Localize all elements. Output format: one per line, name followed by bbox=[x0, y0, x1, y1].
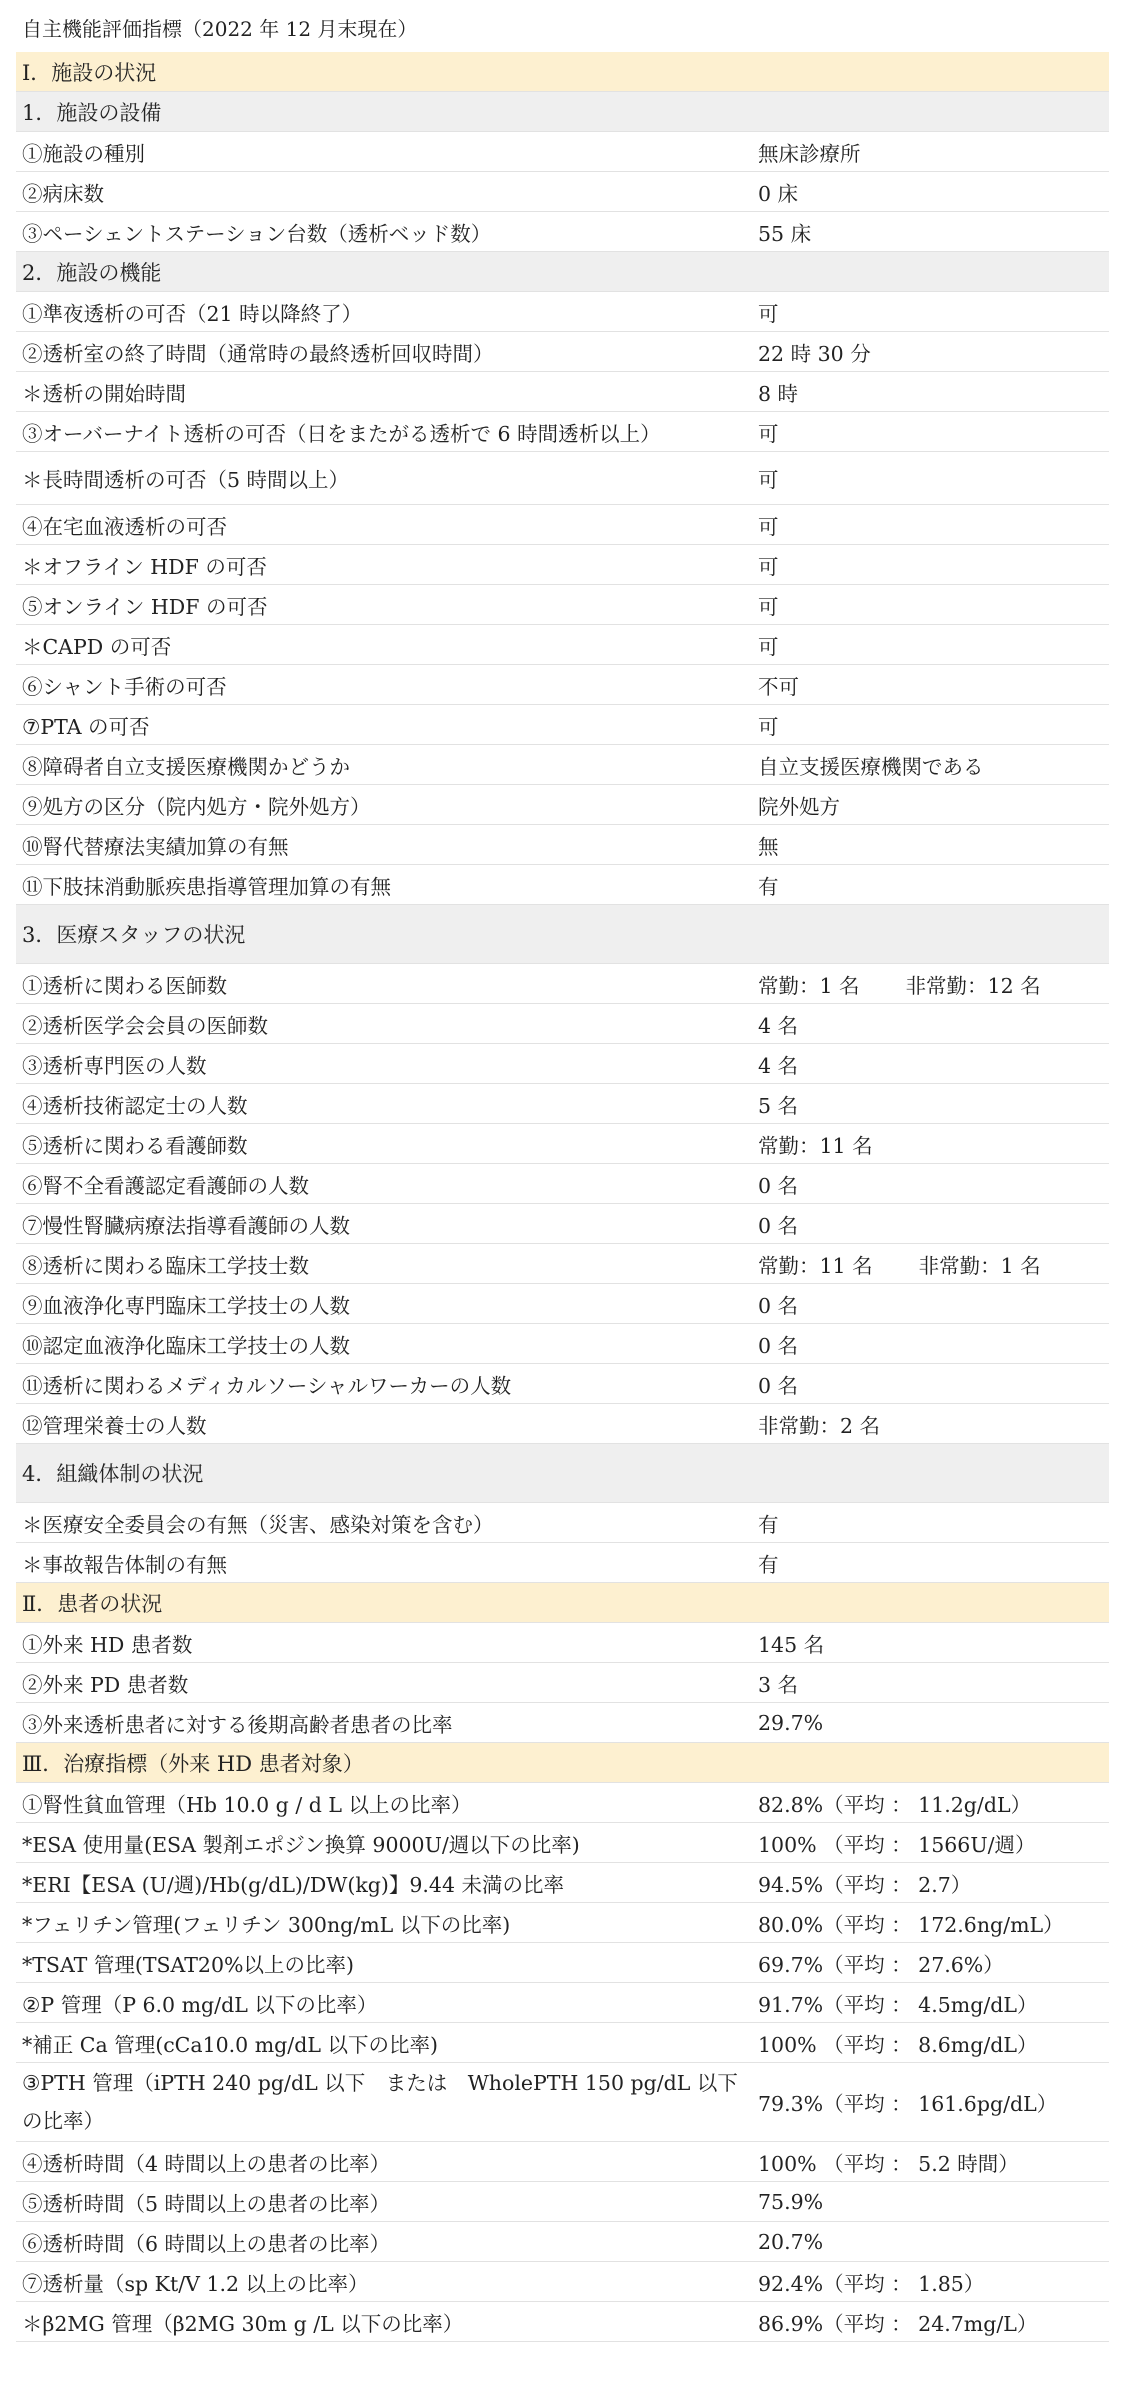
indicator-value: 可 bbox=[758, 421, 779, 446]
indicator-label: ＊CAPD の可否 bbox=[16, 625, 748, 665]
indicator-value: 69.7%（平均 ： 27.6%） bbox=[758, 1952, 1004, 1977]
indicator-value: 145 名 bbox=[758, 1632, 825, 1657]
indicator-label: *ERI【ESA (U/週)/Hb(g/dL)/DW(kg)】9.44 未満の比率 bbox=[16, 1863, 748, 1903]
indicator-value: 無床診療所 bbox=[758, 141, 861, 166]
indicator-row bbox=[16, 585, 1109, 625]
indicator-row bbox=[16, 452, 1109, 505]
indicator-value-cell bbox=[748, 2142, 1109, 2182]
indicator-value-cell bbox=[748, 212, 1109, 252]
indicator-value: 可 bbox=[758, 301, 779, 326]
subsection-heading-row bbox=[16, 252, 1109, 292]
indicator-value-cell bbox=[748, 825, 1109, 865]
indicator-label: ⑩認定血液浄化臨床工学技士の人数 bbox=[16, 1324, 748, 1364]
indicator-row bbox=[16, 1543, 1109, 1583]
subsection-heading-row bbox=[16, 1444, 1109, 1503]
indicator-row bbox=[16, 372, 1109, 412]
indicator-row bbox=[16, 1623, 1109, 1663]
indicator-row bbox=[16, 1044, 1109, 1084]
indicator-value: 院外処方 bbox=[758, 794, 840, 819]
indicator-value: 常勤：1 名 bbox=[758, 973, 860, 998]
indicator-value-cell bbox=[748, 964, 1109, 1004]
indicator-label: ⑪下肢抹消動脈疾患指導管理加算の有無 bbox=[16, 865, 748, 905]
indicator-row bbox=[16, 505, 1109, 545]
indicator-value: 常勤：11 名 bbox=[758, 1133, 873, 1158]
indicator-label: ⑦慢性腎臓病療法指導看護師の人数 bbox=[16, 1204, 748, 1244]
indicator-row bbox=[16, 705, 1109, 745]
section-heading: Ⅲ．治療指標（外来 HD 患者対象） bbox=[16, 1743, 1109, 1783]
indicator-row bbox=[16, 2222, 1109, 2262]
indicator-value: 可 bbox=[758, 714, 779, 739]
indicator-label: ②透析室の終了時間（通常時の最終透析回収時間） bbox=[16, 332, 748, 372]
indicator-value: 0 名 bbox=[758, 1173, 799, 1198]
indicator-value-cell bbox=[748, 1164, 1109, 1204]
indicator-row bbox=[16, 1663, 1109, 1703]
indicator-value-cell bbox=[748, 1404, 1109, 1444]
indicator-value: 可 bbox=[758, 514, 779, 539]
indicator-row bbox=[16, 2302, 1109, 2342]
indicator-value-cell bbox=[748, 1044, 1109, 1084]
indicator-row bbox=[16, 745, 1109, 785]
indicator-value-cell bbox=[748, 292, 1109, 332]
indicator-label: ⑨処方の区分（院内処方・院外処方） bbox=[16, 785, 748, 825]
indicator-value-cell bbox=[748, 372, 1109, 412]
indicator-value: 8 時 bbox=[758, 381, 799, 406]
indicator-value: 5 名 bbox=[758, 1093, 799, 1118]
indicator-value: 無 bbox=[758, 834, 779, 859]
indicator-label: *フェリチン管理(フェリチン 300ng/mL 以下の比率) bbox=[16, 1903, 748, 1943]
indicator-label: ⑤透析に関わる看護師数 bbox=[16, 1124, 748, 1164]
indicator-row bbox=[16, 1124, 1109, 1164]
indicator-value-cell bbox=[748, 2182, 1109, 2222]
indicator-value: 4 名 bbox=[758, 1053, 799, 1078]
section-heading: Ⅱ．患者の状況 bbox=[16, 1583, 1109, 1623]
indicator-value: 20.7% bbox=[758, 2229, 824, 2254]
indicator-value-cell bbox=[748, 1364, 1109, 1404]
indicator-value: 0 名 bbox=[758, 1293, 799, 1318]
indicator-value: 100% （平均 ： 8.6mg/dL） bbox=[758, 2032, 1038, 2057]
indicator-value: 92.4%（平均 ： 1.85） bbox=[758, 2271, 985, 2296]
indicator-value-cell bbox=[748, 585, 1109, 625]
indicator-row bbox=[16, 412, 1109, 452]
indicator-value-cell bbox=[748, 132, 1109, 172]
indicator-value-cell bbox=[748, 1244, 1109, 1284]
indicator-row bbox=[16, 1204, 1109, 1244]
indicator-value-secondary: 非常勤：1 名 bbox=[918, 1253, 1041, 1278]
indicator-value: 常勤：11 名 bbox=[758, 1253, 873, 1278]
indicator-value-cell bbox=[748, 1783, 1109, 1823]
indicator-row bbox=[16, 785, 1109, 825]
indicator-value-cell bbox=[748, 1204, 1109, 1244]
indicator-value-cell bbox=[748, 1004, 1109, 1044]
indicator-row bbox=[16, 2182, 1109, 2222]
indicator-value-cell bbox=[748, 505, 1109, 545]
indicator-row bbox=[16, 1164, 1109, 1204]
indicator-row bbox=[16, 865, 1109, 905]
indicator-value: 有 bbox=[758, 1552, 779, 1577]
indicator-row bbox=[16, 1364, 1109, 1404]
indicator-label: ⑦透析量（sp Kt/V 1.2 以上の比率） bbox=[16, 2262, 748, 2302]
indicator-value: 79.3%（平均 ： 161.6pg/dL） bbox=[758, 2092, 1058, 2116]
indicator-row bbox=[16, 625, 1109, 665]
indicator-row bbox=[16, 212, 1109, 252]
indicator-label: ②外来 PD 患者数 bbox=[16, 1663, 748, 1703]
indicator-value-cell bbox=[748, 2302, 1109, 2342]
indicator-value: 可 bbox=[758, 468, 779, 492]
indicator-value-cell bbox=[748, 452, 1109, 505]
indicator-label: ⑤オンライン HDF の可否 bbox=[16, 585, 748, 625]
indicator-label: *補正 Ca 管理(cCa10.0 mg/dL 以下の比率) bbox=[16, 2023, 748, 2063]
indicator-label: ＊オフライン HDF の可否 bbox=[16, 545, 748, 585]
subsection-heading: 4．組織体制の状況 bbox=[16, 1444, 1109, 1503]
indicator-value: 3 名 bbox=[758, 1672, 799, 1697]
indicator-value: 100% （平均 ： 1566U/週） bbox=[758, 1832, 1036, 1857]
indicator-row bbox=[16, 1503, 1109, 1543]
indicator-value-secondary: 非常勤：12 名 bbox=[905, 973, 1041, 998]
subsection-heading: 1．施設の設備 bbox=[16, 92, 1109, 132]
indicator-row bbox=[16, 1903, 1109, 1943]
section-heading-row bbox=[16, 52, 1109, 92]
indicator-label: ①透析に関わる医師数 bbox=[16, 964, 748, 1004]
indicator-label: ⑥腎不全看護認定看護師の人数 bbox=[16, 1164, 748, 1204]
indicator-row bbox=[16, 2023, 1109, 2063]
indicator-label: ③ペーシェントステーション台数（透析ベッド数） bbox=[16, 212, 748, 252]
indicator-value: 4 名 bbox=[758, 1013, 799, 1038]
indicator-row bbox=[16, 132, 1109, 172]
indicator-value-cell bbox=[748, 745, 1109, 785]
section-heading-row bbox=[16, 1743, 1109, 1783]
indicator-row bbox=[16, 292, 1109, 332]
indicator-value-cell bbox=[748, 1623, 1109, 1663]
indicator-row bbox=[16, 2262, 1109, 2302]
indicator-value-cell bbox=[748, 1663, 1109, 1703]
indicator-row bbox=[16, 1703, 1109, 1743]
indicator-row bbox=[16, 1983, 1109, 2023]
indicator-label: ②病床数 bbox=[16, 172, 748, 212]
indicator-value-cell bbox=[748, 172, 1109, 212]
indicator-value: 可 bbox=[758, 554, 779, 579]
indicator-table bbox=[16, 52, 1109, 2342]
indicator-row bbox=[16, 172, 1109, 212]
indicator-value: 75.9% bbox=[758, 2189, 824, 2214]
indicator-value: 自立支援医療機関である bbox=[758, 754, 984, 779]
indicator-value-cell bbox=[748, 2262, 1109, 2302]
indicator-value-cell bbox=[748, 1324, 1109, 1364]
indicator-value: 86.9%（平均 ： 24.7mg/L） bbox=[758, 2311, 1038, 2336]
indicator-row bbox=[16, 964, 1109, 1004]
indicator-value-cell bbox=[748, 625, 1109, 665]
indicator-value-cell bbox=[748, 1903, 1109, 1943]
indicator-row bbox=[16, 1084, 1109, 1124]
indicator-label: ③外来透析患者に対する後期高齢者患者の比率 bbox=[16, 1703, 748, 1743]
indicator-row bbox=[16, 665, 1109, 705]
indicator-value: 29.7% bbox=[758, 1710, 824, 1735]
indicator-label: ⑨血液浄化専門臨床工学技士の人数 bbox=[16, 1284, 748, 1324]
indicator-row bbox=[16, 1324, 1109, 1364]
indicator-label: ＊事故報告体制の有無 bbox=[16, 1543, 748, 1583]
indicator-value: 有 bbox=[758, 874, 779, 899]
indicator-row bbox=[16, 1863, 1109, 1903]
indicator-value: 22 時 30 分 bbox=[758, 341, 871, 366]
subsection-heading-row bbox=[16, 905, 1109, 964]
subsection-heading-row bbox=[16, 92, 1109, 132]
indicator-row bbox=[16, 1004, 1109, 1044]
indicator-label: *TSAT 管理(TSAT20%以上の比率) bbox=[16, 1943, 748, 1983]
indicator-row bbox=[16, 1783, 1109, 1823]
indicator-label: ＊β2MG 管理（β2MG 30m g /L 以下の比率） bbox=[16, 2302, 748, 2342]
indicator-label: ＊医療安全委員会の有無（災害、感染対策を含む） bbox=[16, 1503, 748, 1543]
indicator-label: ③オーバーナイト透析の可否（日をまたがる透析で 6 時間透析以上） bbox=[16, 412, 748, 452]
indicator-value: 55 床 bbox=[758, 221, 812, 246]
indicator-value-cell bbox=[748, 785, 1109, 825]
indicator-label: ＊長時間透析の可否（5 時間以上） bbox=[16, 452, 748, 505]
indicator-row bbox=[16, 1284, 1109, 1324]
indicator-value: 0 名 bbox=[758, 1213, 799, 1238]
indicator-value-cell bbox=[748, 705, 1109, 745]
indicator-value-cell bbox=[748, 1983, 1109, 2023]
indicator-row bbox=[16, 332, 1109, 372]
indicator-value: 94.5%（平均 ： 2.7） bbox=[758, 1872, 972, 1897]
indicator-value: 0 床 bbox=[758, 181, 799, 206]
indicator-label: ＊透析の開始時間 bbox=[16, 372, 748, 412]
indicator-label: ④透析技術認定士の人数 bbox=[16, 1084, 748, 1124]
indicator-value-cell bbox=[748, 2222, 1109, 2262]
indicator-row bbox=[16, 1823, 1109, 1863]
indicator-value-cell bbox=[748, 2063, 1109, 2142]
indicator-value-cell bbox=[748, 1084, 1109, 1124]
indicator-label: ⑤透析時間（5 時間以上の患者の比率） bbox=[16, 2182, 748, 2222]
indicator-label: ⑥透析時間（6 時間以上の患者の比率） bbox=[16, 2222, 748, 2262]
indicator-row bbox=[16, 2063, 1109, 2142]
indicator-label: ⑧障碍者自立支援医療機関かどうか bbox=[16, 745, 748, 785]
indicator-value: 0 名 bbox=[758, 1333, 799, 1358]
indicator-row bbox=[16, 1244, 1109, 1284]
indicator-label: ⑪透析に関わるメディカルソーシャルワーカーの人数 bbox=[16, 1364, 748, 1404]
indicator-row bbox=[16, 1943, 1109, 1983]
indicator-row bbox=[16, 825, 1109, 865]
indicator-value: 非常勤：2 名 bbox=[758, 1413, 881, 1438]
indicator-label: ⑥シャント手術の可否 bbox=[16, 665, 748, 705]
subsection-heading: 3．医療スタッフの状況 bbox=[16, 905, 1109, 964]
indicator-value: 不可 bbox=[758, 674, 799, 699]
subsection-heading: 2．施設の機能 bbox=[16, 252, 1109, 292]
indicator-value-cell bbox=[748, 1823, 1109, 1863]
indicator-value-cell bbox=[748, 1124, 1109, 1164]
indicator-label: ①外来 HD 患者数 bbox=[16, 1623, 748, 1663]
indicator-value-cell bbox=[748, 1703, 1109, 1743]
indicator-value-cell bbox=[748, 1284, 1109, 1324]
indicator-label: ②透析医学会会員の医師数 bbox=[16, 1004, 748, 1044]
indicator-value: 91.7%（平均 ： 4.5mg/dL） bbox=[758, 1992, 1038, 2017]
indicator-value-cell bbox=[748, 665, 1109, 705]
indicator-table-body bbox=[16, 52, 1109, 2342]
indicator-label: ③透析専門医の人数 bbox=[16, 1044, 748, 1084]
indicator-label: ⑦PTA の可否 bbox=[16, 705, 748, 745]
indicator-label: ⑫管理栄養士の人数 bbox=[16, 1404, 748, 1444]
indicator-label: ④在宅血液透析の可否 bbox=[16, 505, 748, 545]
indicator-row bbox=[16, 2142, 1109, 2182]
indicator-value-cell bbox=[748, 412, 1109, 452]
indicator-value-cell bbox=[748, 1943, 1109, 1983]
indicator-value-cell bbox=[748, 2023, 1109, 2063]
indicator-value: 可 bbox=[758, 634, 779, 659]
indicator-value: 100% （平均 ： 5.2 時間） bbox=[758, 2151, 1019, 2176]
indicator-value-cell bbox=[748, 1503, 1109, 1543]
indicator-value: 有 bbox=[758, 1512, 779, 1537]
indicator-value-cell bbox=[748, 1863, 1109, 1903]
indicator-label: ⑩腎代替療法実績加算の有無 bbox=[16, 825, 748, 865]
section-heading-row bbox=[16, 1583, 1109, 1623]
indicator-label: ⑧透析に関わる臨床工学技士数 bbox=[16, 1244, 748, 1284]
indicator-label: ①腎性貧血管理（Hb 10.0 g / d L 以上の比率） bbox=[16, 1783, 748, 1823]
indicator-label: ②P 管理（P 6.0 mg/dL 以下の比率） bbox=[16, 1983, 748, 2023]
indicator-label: ③PTH 管理（iPTH 240 pg/dL 以下 または WholePTH 150 pg/dL 以下の比率） bbox=[16, 2063, 748, 2142]
indicator-value-cell bbox=[748, 1543, 1109, 1583]
page-title: 自主機能評価指標（2022 年 12 月末現在） bbox=[22, 17, 418, 41]
indicator-label: ④透析時間（4 時間以上の患者の比率） bbox=[16, 2142, 748, 2182]
indicator-label: ①施設の種別 bbox=[16, 132, 748, 172]
indicator-row bbox=[16, 545, 1109, 585]
indicator-value-cell bbox=[748, 332, 1109, 372]
section-heading: Ⅰ．施設の状況 bbox=[16, 52, 1109, 92]
indicator-row bbox=[16, 1404, 1109, 1444]
indicator-value: 可 bbox=[758, 594, 779, 619]
indicator-label: ①準夜透析の可否（21 時以降終了） bbox=[16, 292, 748, 332]
indicator-label: *ESA 使用量(ESA 製剤エポジン換算 9000U/週以下の比率) bbox=[16, 1823, 748, 1863]
indicator-value: 82.8%（平均 ： 11.2g/dL） bbox=[758, 1792, 1032, 1817]
indicator-value: 80.0%（平均 ： 172.6ng/mL） bbox=[758, 1912, 1064, 1937]
indicator-value-cell bbox=[748, 865, 1109, 905]
indicator-value: 0 名 bbox=[758, 1373, 799, 1398]
indicator-value-cell bbox=[748, 545, 1109, 585]
